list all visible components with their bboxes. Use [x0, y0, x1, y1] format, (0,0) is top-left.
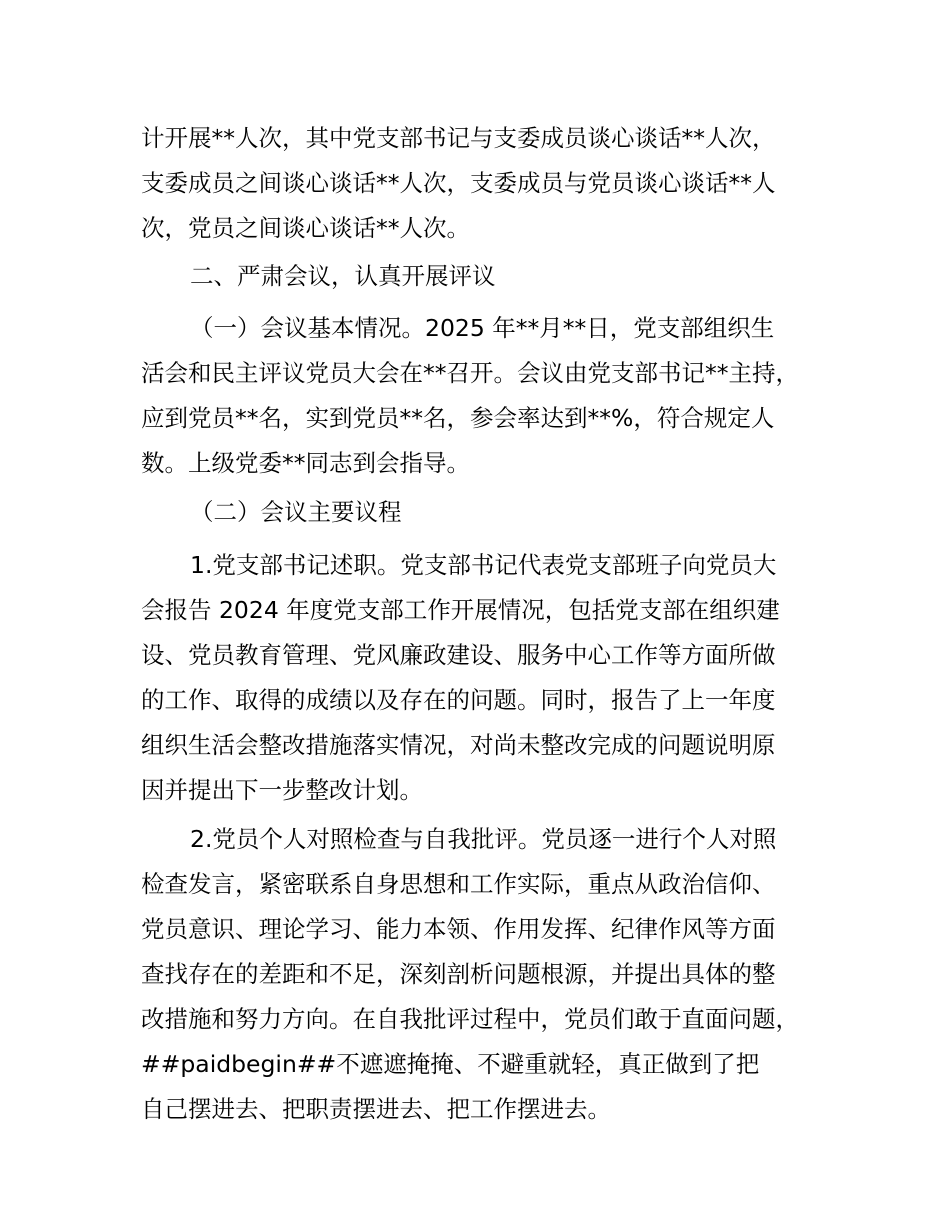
- text-line: 因并提出下一步整改计划。: [141, 776, 423, 804]
- text-line: ##paidbegin##不遮遮掩掩、不避重就轻，真正做到了把: [141, 1050, 760, 1078]
- paragraph-meeting-basics: [141, 306, 841, 486]
- text-line: 改措施和努力方向。在自我批评过程中，党员们敢于直面问题，: [141, 1005, 799, 1033]
- text-line: 支委成员之间谈心谈话**人次，支委成员与党员谈心谈话**人: [141, 169, 776, 197]
- text-line: 自己摆进去、把职责摆进去、把工作摆进去。: [141, 1095, 611, 1123]
- section-heading-meeting: [141, 254, 841, 299]
- paragraph-talk-summary: [141, 116, 841, 251]
- paragraph-self-criticism: [141, 817, 841, 1132]
- subheading-agenda: [141, 490, 841, 535]
- text-line: 活会和民主评议党员大会在**召开。会议由党支部书记**主持，: [141, 359, 799, 387]
- text-line: 会报告 2024 年度党支部工作开展情况，包括党支部在组织建: [141, 596, 780, 624]
- text-line: （一）会议基本情况。2025 年**月**日，党支部组织生: [190, 314, 775, 342]
- subsection-heading: （二）会议主要议程: [190, 498, 402, 526]
- paragraph-secretary-report: [141, 543, 841, 813]
- text-line: 设、党员教育管理、党风廉政建设、服务中心工作等方面所做: [141, 641, 776, 669]
- text-line: 的工作、取得的成绩以及存在的问题。同时，报告了上一年度: [141, 686, 776, 714]
- text-line: 2.党员个人对照检查与自我批评。党员逐一进行个人对照: [190, 825, 777, 853]
- text-line: 检查发言，紧密联系自身思想和工作实际，重点从政治信仰、: [141, 870, 776, 898]
- text-line: 1.党支部书记述职。党支部书记代表党支部班子向党员大: [190, 551, 777, 579]
- text-line: 计开展**人次，其中党支部书记与支委成员谈心谈话**人次，: [141, 124, 776, 152]
- text-line: 党员意识、理论学习、能力本领、作用发挥、纪律作风等方面: [141, 915, 776, 943]
- section-heading: 二、严肃会议，认真开展评议: [190, 262, 496, 290]
- text-line: 应到党员**名，实到党员**名，参会率达到**%，符合规定人: [141, 404, 775, 432]
- text-line: 数。上级党委**同志到会指导。: [141, 449, 470, 477]
- text-line: 组织生活会整改措施落实情况，对尚未整改完成的问题说明原: [141, 731, 776, 759]
- text-line: 查找存在的差距和不足，深刻剖析问题根源，并提出具体的整: [141, 960, 776, 988]
- text-line: 次，党员之间谈心谈话**人次。: [141, 214, 470, 242]
